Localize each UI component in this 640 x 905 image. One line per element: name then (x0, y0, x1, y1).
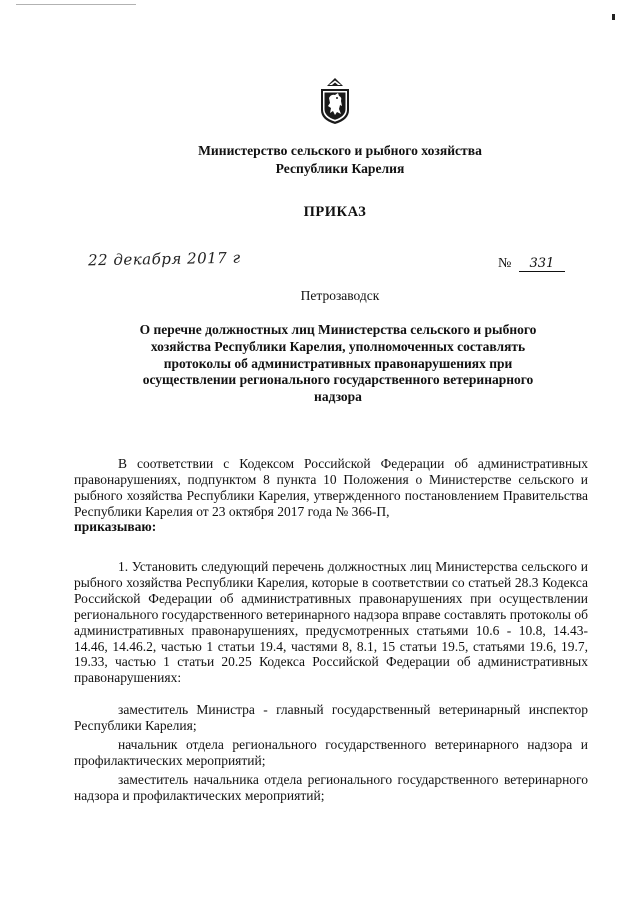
position-item: начальник отдела регионального государственного ветеринарного надзора и профилактических мероприятий; (74, 737, 588, 768)
order-title: ПРИКАЗ (303, 204, 367, 220)
ministry-name-line1: Министерство сельского и рыбного хозяйства (198, 143, 482, 158)
position-item: заместитель начальника отдела регионального государственного ветеринарного надзора и профилактических мероприятий; (74, 772, 588, 803)
karelia-coat-of-arms-icon (318, 76, 352, 126)
command-word: приказываю: (74, 519, 157, 534)
intro-paragraph: В соответствии с Кодексом Российской Федерации об административных правонарушениях, подпунктом 8 пункта 10 Положения о Министерстве сельского и рыбного хозяйства Республики Карелия, утвержденного постановлением Правительства Республики Карелия от 23 октября 2017 года № 366-П, (74, 456, 588, 519)
ministry-name-line2: Республики Карелия (275, 161, 405, 176)
position-item: заместитель Министра - главный государственный ветеринарный инспектор Республики Карелия; (74, 702, 588, 733)
scan-mark-top-left (16, 4, 136, 5)
order-date: 22 декабря 2017 г (87, 248, 241, 270)
order-city: Петрозаводск (300, 288, 380, 303)
order-number (498, 256, 565, 272)
order-number-label: № (498, 256, 512, 271)
order-subject: О перечне должностных лиц Министерства сельского и рыбного хозяйства Республики Карелия, уполномоченных составлять протоколы об административных правонарушениях при осуществлении регионального государственного ветеринарного надзора (139, 322, 537, 405)
item-1-paragraph: 1. Установить следующий перечень должностных лиц Министерства сельского и рыбного хозяйства Республики Карелия, которые в соответствии со статьей 28.3 Кодекса Российской Федерации об административных правонарушениях при осуществлении регионального государственного ветеринарного надзора вправе составлять протоколы об административных правонарушениях, предусмотренных статьями 10.6 - 10.8, 14.43-14.46, 14.46.2, частью 1 статьи 19.4, частями 8, 8.1, 15 статьи 19.5, статьями 19.6, 19.7, 19.33, частью 1 статьи 20.25 Кодекса Российской Федерации об административных правонарушениях: (74, 559, 588, 686)
ministry-name (150, 142, 530, 178)
scan-mark-top-right (612, 14, 615, 20)
order-number-value: 331 (519, 256, 565, 272)
